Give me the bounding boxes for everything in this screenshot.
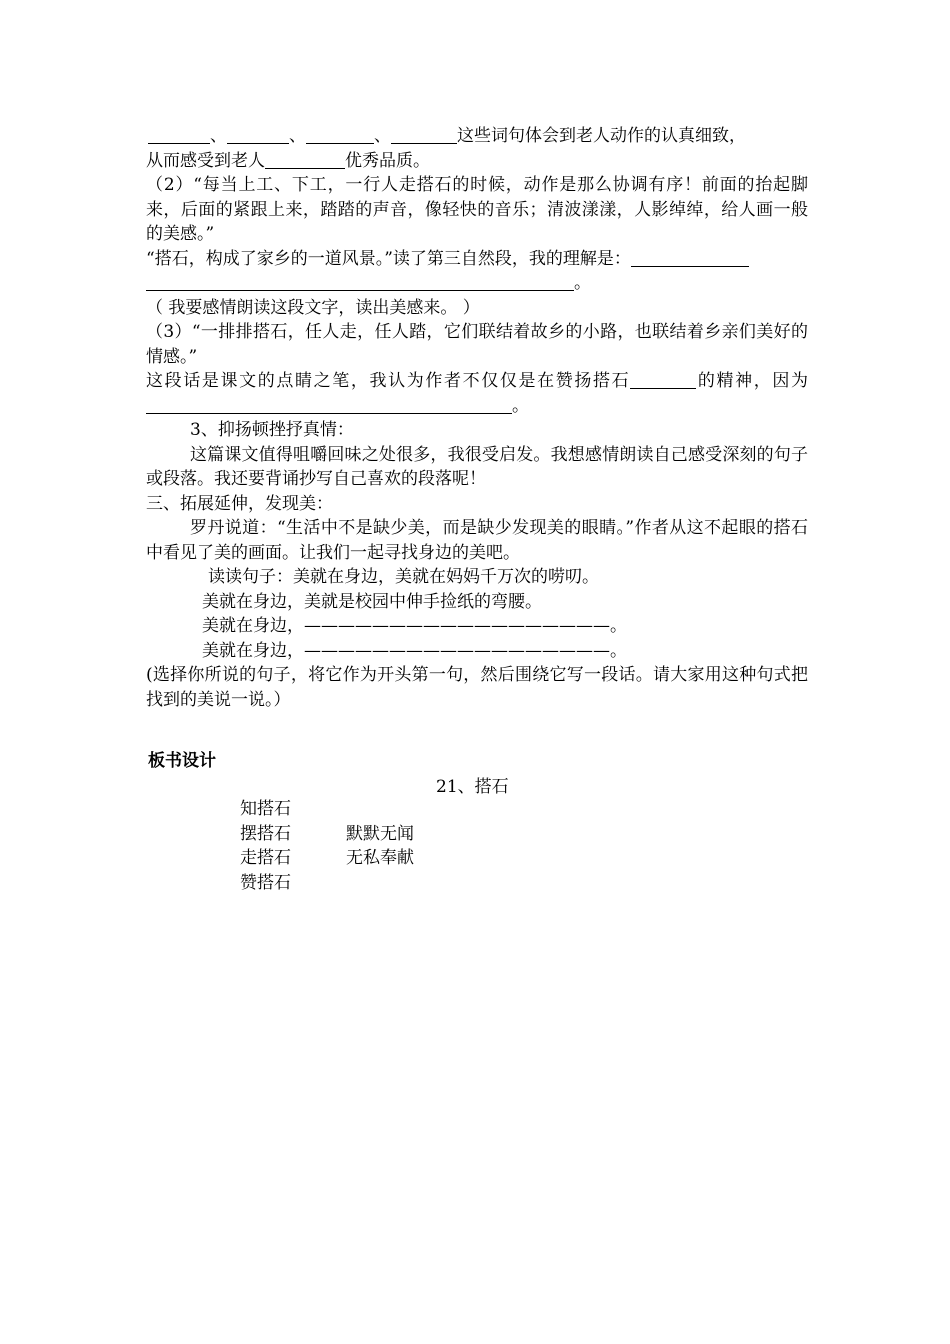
blank[interactable] — [391, 126, 457, 144]
blank[interactable] — [146, 396, 512, 414]
prompt-2: “搭石，构成了家乡的一道风景。”读了第三自然段，我的理解是： 。 — [146, 247, 808, 296]
example-sentence-3: 美就在身边，——————————————————。 — [202, 640, 627, 661]
example-sentence-1: 美就在身边，美就是校园中伸手捡纸的弯腰。 — [202, 591, 542, 612]
lesson-content — [146, 124, 808, 712]
blank[interactable] — [148, 126, 210, 144]
quote-2: （2）“每当上工、下工，一行人走搭石的时候，动作是那么协调有序！前面的抬起脚来，后面的紧跟上来，踏踏的声音，像轻快的音乐；清波漾漾，人影绰绰，给人画一般的美感。” — [146, 175, 808, 244]
part-3-title: 三、拓展延伸，发现美： — [146, 493, 333, 514]
blank[interactable] — [146, 273, 574, 291]
section-3-text: 这篇课文值得咀嚼回味之处很多，我很受启发。我想感情朗读自己感受深刻的句子或段落。我还要背诵抄写自己喜欢的段落呢！ — [146, 444, 808, 489]
note-2: （ 我要感情朗读这段文字，读出美感来。 ） — [146, 297, 480, 318]
blank[interactable] — [306, 126, 374, 144]
board-row: 知搭石 — [240, 799, 291, 819]
board-title: 21、搭石 — [436, 777, 509, 797]
fill-blank-line-2: 从而感受到老人 优秀品质。 — [146, 150, 430, 171]
board-row: 走搭石 无私奉献 — [240, 848, 414, 868]
blank[interactable] — [265, 151, 345, 169]
section-3-title: 3、抑扬顿挫抒真情： — [190, 420, 354, 440]
board-outline — [240, 797, 414, 895]
board-design-heading: 板书设计 — [148, 751, 216, 771]
fill-blank-line-1: 、 、 、 这些词句体会到老人动作的认真细致， — [146, 124, 808, 149]
board-row: 赞搭石 — [240, 872, 291, 893]
blank[interactable] — [630, 371, 696, 389]
blank[interactable] — [227, 126, 289, 144]
read-sentence: 读读句子：美就在身边，美就在妈妈千万次的唠叨。 — [208, 567, 599, 587]
example-sentence-2: 美就在身边，——————————————————。 — [202, 616, 627, 636]
prompt-3: 这段话是课文的点睛之笔，我认为作者不仅仅是在赞扬搭石 的精神，因为。 — [146, 371, 808, 416]
board-row: 摆搭石 默默无闻 — [240, 823, 414, 844]
quote-3: （3）“一排排搭石，任人走，任人踏，它们联结着故乡的小路，也联结着乡亲们美好的情感。” — [146, 322, 808, 367]
blank[interactable] — [631, 249, 749, 267]
part-3-text: 罗丹说道：“生活中不是缺少美，而是缺少发现美的眼睛。”作者从这不起眼的搭石中看见了美的画面。让我们一起寻找身边的美吧。 — [146, 518, 808, 563]
writing-note: (选择你所说的句子，将它作为开头第一句，然后围绕它写一段话。请大家用这种句式把找到的美说一说。） — [146, 665, 808, 710]
